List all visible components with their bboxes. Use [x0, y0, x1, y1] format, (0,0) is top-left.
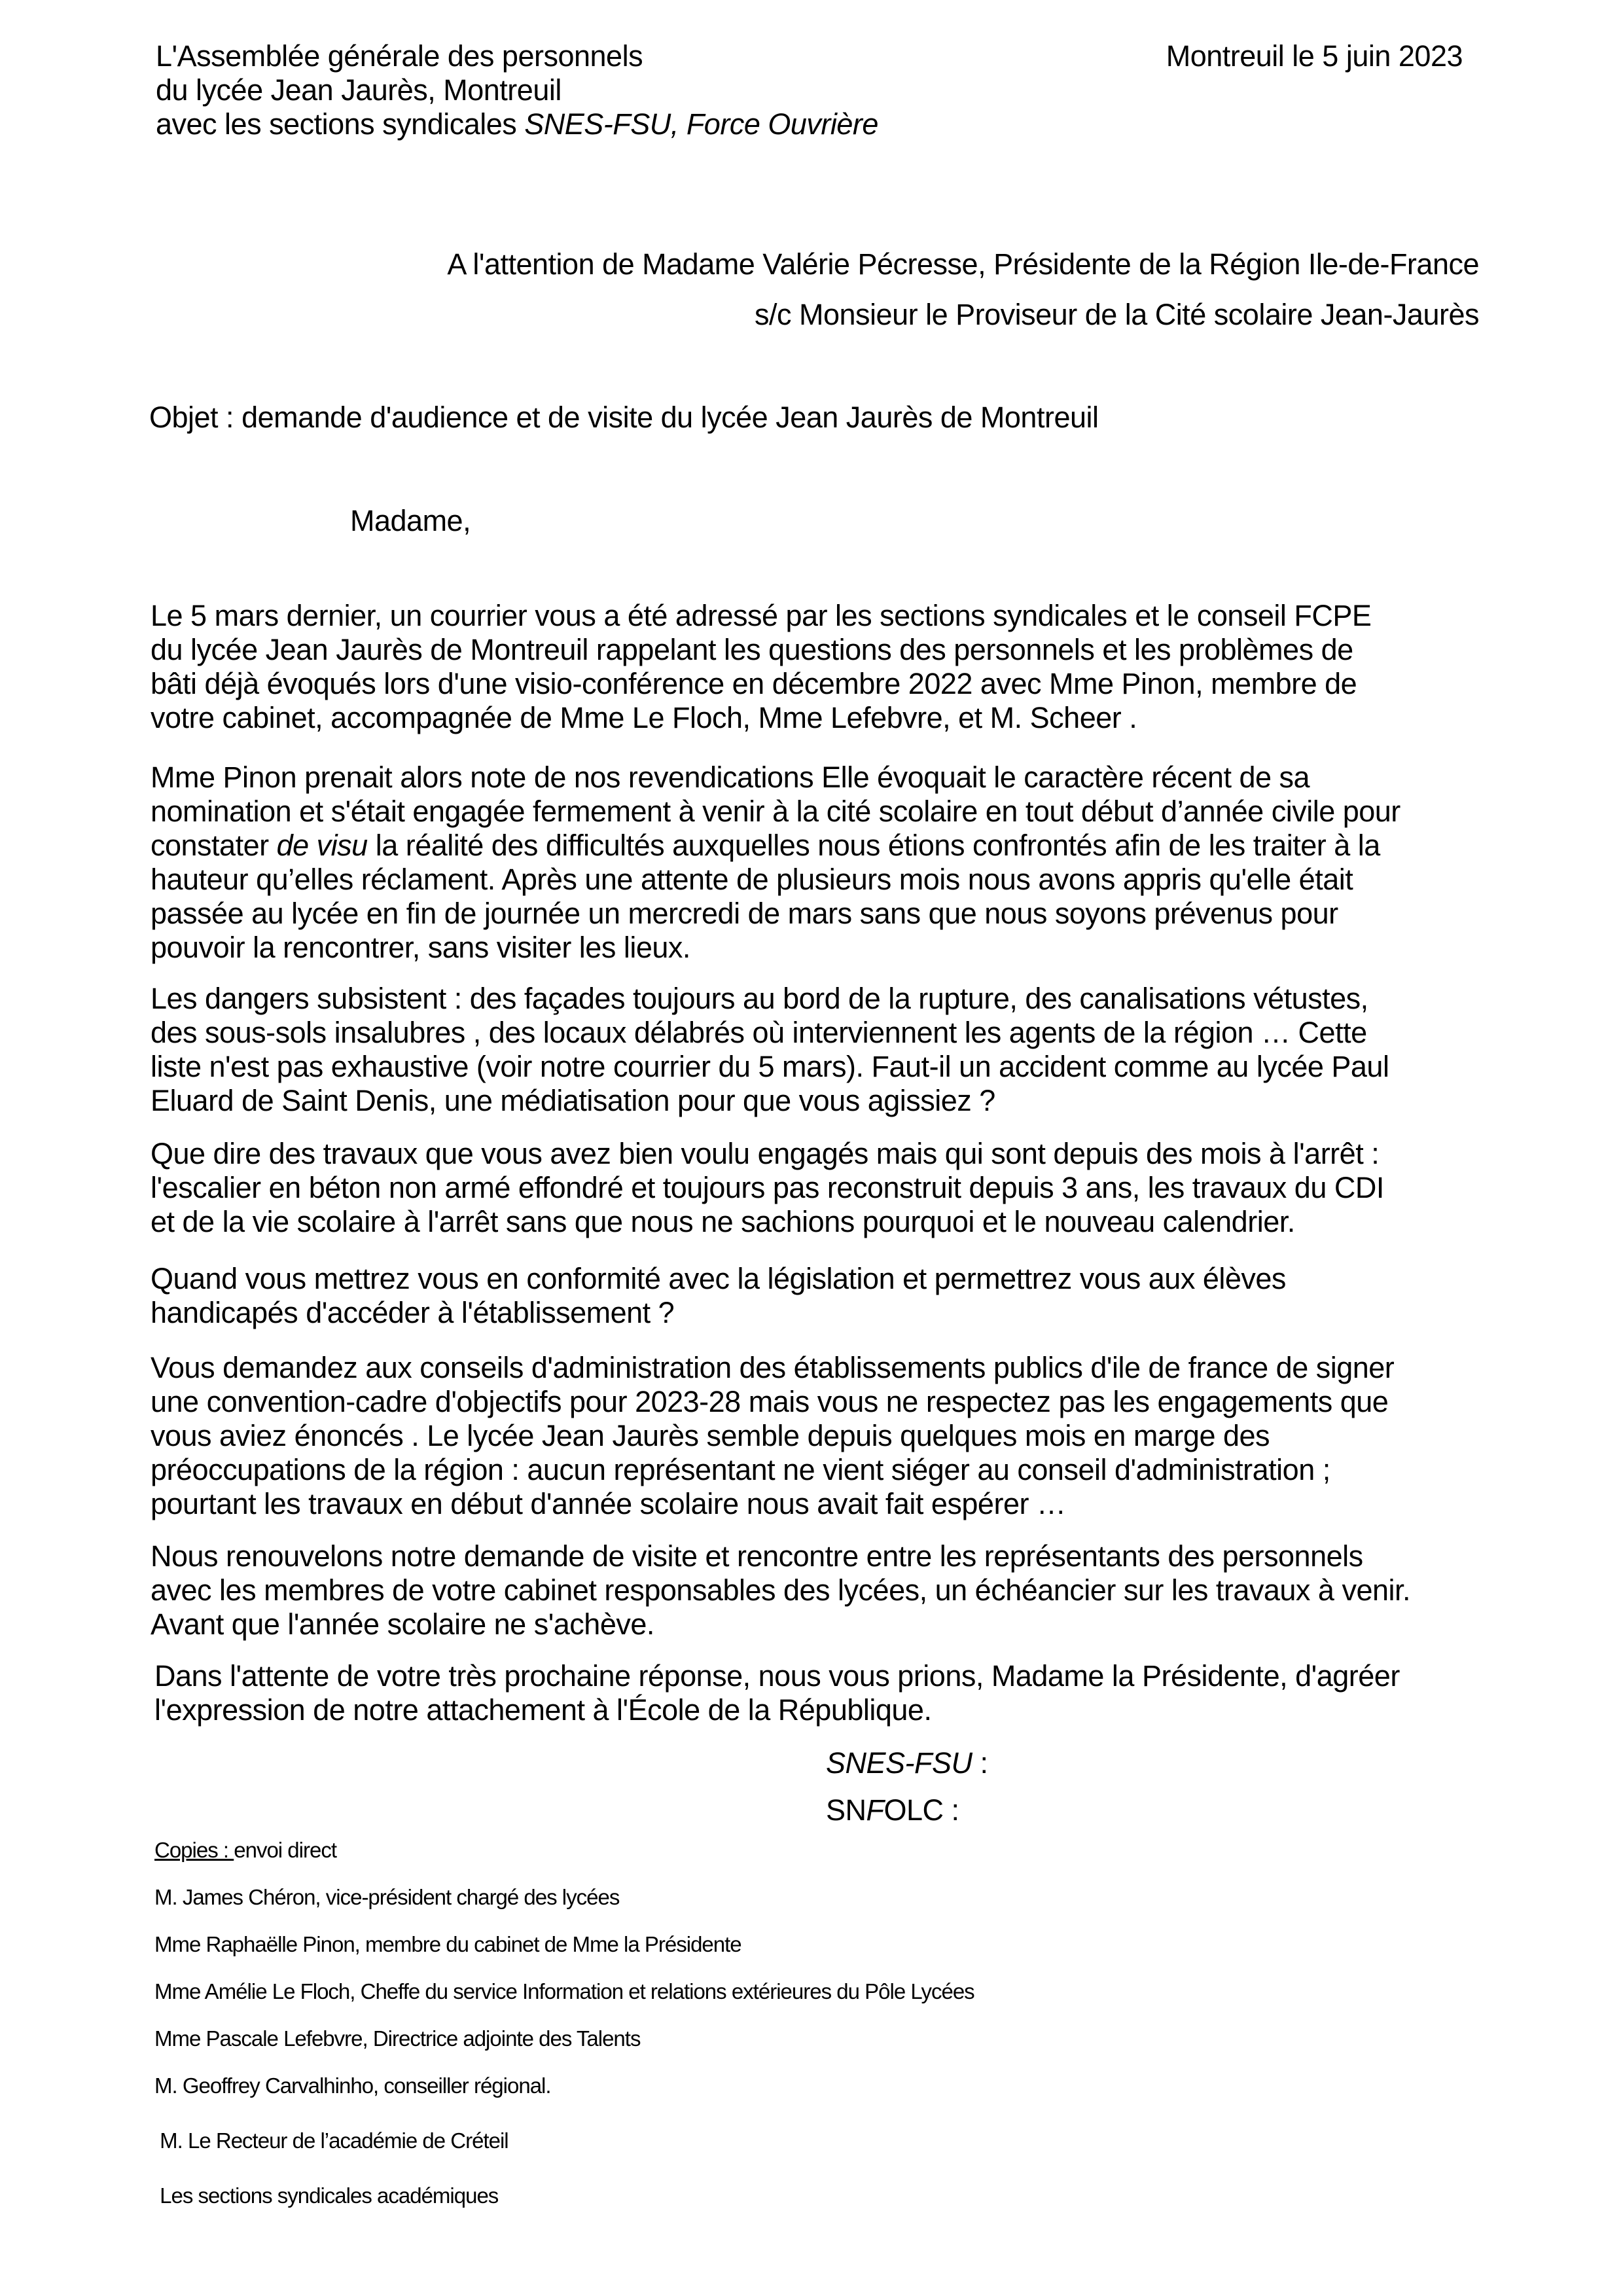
paragraph-line: passée au lycée en fin de journée un mercredi de mars sans que nous soyons prévenus pour [151, 897, 1338, 930]
copy-recipient: M. James Chéron, vice-président chargé des lycées [154, 1885, 620, 1909]
copies-label [154, 1838, 336, 1863]
paragraph-line: Nous renouvelons notre demande de visite et rencontre entre les représentants des personnels [151, 1539, 1363, 1573]
copy-recipient: Mme Pascale Lefebvre, Directrice adjointe des Talents [154, 2026, 641, 2051]
signature-union-name: SN [826, 1793, 866, 1827]
paragraph-line: Avant que l'année scolaire ne s'achève. [151, 1607, 654, 1641]
paragraph [151, 761, 1499, 965]
sender-line-text: avec les sections syndicales [156, 107, 525, 141]
paragraph-line: une convention-cadre d'objectifs pour 2023-28 mais vous ne respectez pas les engagements que [151, 1385, 1389, 1418]
paragraph-line: Dans l'attente de votre très prochaine réponse, nous vous prions, Madame la Présidente, d'agréer [154, 1659, 1400, 1693]
paragraph-line: préoccupations de la région : aucun représentant ne vient siéger au conseil d'administration ; [151, 1453, 1330, 1486]
recipient-block [447, 247, 1479, 332]
paragraph-line: nomination et s'était engagée fermement à venir à la cité scolaire en tout début d’année civile pour [151, 795, 1400, 828]
paragraph-line: Les dangers subsistent : des façades toujours au bord de la rupture, des canalisations vétustes, [151, 982, 1368, 1015]
paragraph-line: Eluard de Saint Denis, une médiatisation pour que vous agissiez ? [151, 1084, 995, 1117]
paragraph-line: Que dire des travaux que vous avez bien voulu engagés mais qui sont depuis des mois à l'arrêt : [151, 1137, 1380, 1170]
paragraph-line: Le 5 mars dernier, un courrier vous a été adressé par les sections syndicales et le conseil FCPE [151, 599, 1372, 632]
paragraph-line: et de la vie scolaire à l'arrêt sans que nous ne sachions pourquoi et le nouveau calendrier. [151, 1205, 1295, 1238]
paragraph [151, 599, 1499, 735]
paragraph-line: pouvoir la rencontrer, sans visiter les lieux. [151, 931, 690, 964]
recipient-line: s/c Monsieur le Proviseur de la Cité scolaire Jean-Jaurès [755, 298, 1479, 331]
copy-recipient: M. Le Recteur de l’académie de Créteil [154, 2128, 508, 2153]
signature-union-name: OLC : [883, 1793, 959, 1827]
signature-colon: : [972, 1746, 988, 1780]
paragraph-line: vous aviez énoncés . Le lycée Jean Jaurès semble depuis quelques mois en marge des [151, 1419, 1270, 1452]
copy-recipient: Mme Amélie Le Floch, Cheffe du service Information et relations extérieures du Pôle Lycées [154, 1979, 974, 2003]
paragraph [151, 1351, 1499, 1521]
paragraph-line: des sous-sols insalubres , des locaux délabrés où interviennent les agents de la région … Cette [151, 1016, 1367, 1049]
signature-union-name-italic: F [866, 1793, 884, 1827]
latin-phrase: de visu [276, 829, 368, 862]
paragraph-line: liste n'est pas exhaustive (voir notre courrier du 5 mars). Faut-il un accident comme au lycée Paul [151, 1050, 1389, 1083]
paragraph-line: votre cabinet, accompagnée de Mme Le Floch, Mme Lefebvre, et M. Scheer . [151, 701, 1137, 734]
sender-line [156, 107, 878, 141]
paragraph-line: Quand vous mettrez vous en conformité avec la législation et permettrez vous aux élèves [151, 1262, 1286, 1295]
letter-subject: Objet : demande d'audience et de visite du lycée Jean Jaurès de Montreuil [149, 401, 1099, 434]
closing-paragraph [154, 1659, 1503, 1727]
letter-date: Montreuil le 5 juin 2023 [1166, 39, 1463, 73]
signature-union-name: SNES-FSU [826, 1746, 972, 1780]
paragraph-text: la réalité des difficultés auxquelles nous étions confrontés afin de les traiter à la [367, 829, 1380, 862]
signature-snfolc [826, 1793, 959, 1827]
paragraph-line: bâti déjà évoqués lors d'une visio-conférence en décembre 2022 avec Mme Pinon, membre de [151, 667, 1357, 700]
paragraph [151, 1137, 1499, 1239]
paragraph-line: l'escalier en béton non armé effondré et toujours pas reconstruit depuis 3 ans, les travaux du CDI [151, 1171, 1384, 1204]
copy-recipient: M. Geoffrey Carvalhinho, conseiller régional. [154, 2073, 551, 2098]
copy-recipient: Les sections syndicales académiques [154, 2183, 499, 2208]
paragraph-line: Mme Pinon prenait alors note de nos revendications Elle évoquait le caractère récent de sa [151, 761, 1310, 794]
paragraph-line: Vous demandez aux conseils d'administration des établissements publics d'ile de france de signer [151, 1351, 1395, 1384]
copies-label-underlined: Copies : [154, 1838, 234, 1862]
paragraph-line: du lycée Jean Jaurès de Montreuil rappelant les questions des personnels et les problèmes de [151, 633, 1353, 666]
paragraph [151, 1539, 1499, 1641]
paragraph [151, 1262, 1499, 1330]
paragraph-text: constater [151, 829, 277, 862]
paragraph-line: l'expression de notre attachement à l'École de la République. [154, 1693, 932, 1727]
sender-block [156, 39, 878, 141]
copy-recipient: Mme Raphaëlle Pinon, membre du cabinet de Mme la Présidente [154, 1932, 741, 1956]
sender-line: du lycée Jean Jaurès, Montreuil [156, 73, 562, 107]
paragraph-line: hauteur qu’elles réclament. Après une attente de plusieurs mois nous avons appris qu'elle était [151, 863, 1353, 896]
signature-snes-fsu [826, 1746, 988, 1780]
copies-label-text: envoi direct [234, 1838, 336, 1862]
union-names: SNES-FSU, Force Ouvrière [524, 107, 878, 141]
paragraph-line: handicapés d'accéder à l'établissement ? [151, 1296, 675, 1329]
paragraph-line [151, 829, 1499, 863]
paragraph-line: avec les membres de votre cabinet responsables des lycées, un échéancier sur les travaux à venir. [151, 1573, 1411, 1607]
paragraph [151, 982, 1499, 1118]
salutation: Madame, [350, 504, 471, 537]
sender-line: L'Assemblée générale des personnels [156, 39, 643, 73]
paragraph-line: pourtant les travaux en début d'année scolaire nous avait fait espérer … [151, 1487, 1066, 1520]
recipient-line: A l'attention de Madame Valérie Pécresse, Présidente de la Région Ile-de-France [447, 247, 1479, 281]
